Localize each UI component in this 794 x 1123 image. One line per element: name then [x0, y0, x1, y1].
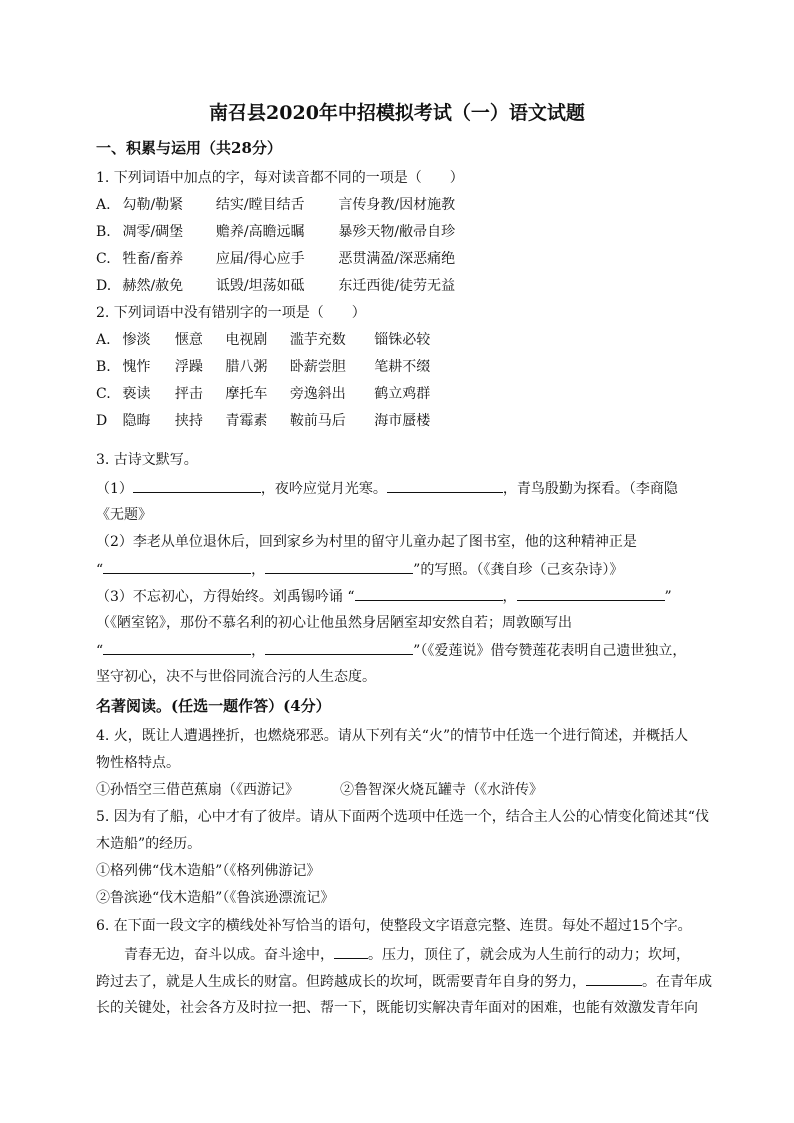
item-number: （1） [96, 481, 133, 497]
page-title: 南召县2020年中招模拟考试（一）语文试题 [209, 102, 585, 124]
prompt-text: （3）不忘初心，方得始终。刘禹锡吟诵 “ [96, 589, 355, 605]
q4-options [96, 780, 543, 800]
option-word: 锱铢必较 [374, 332, 431, 348]
option-word: 勾勒/勒紧 [122, 197, 184, 213]
q6-para-line-1 [124, 944, 690, 965]
option-word: 惬意 [174, 332, 203, 348]
q2-stem: 2. 下列词语中没有错别字的一项是（ ） [96, 305, 366, 321]
q3-line-3 [96, 586, 672, 607]
option-word: 愧怍 [122, 359, 151, 375]
answer-blank [387, 478, 503, 493]
q3-line-3-blanks [96, 640, 686, 661]
q6-para-line-3: 长的关键处，社会各方及时拉一把、帮一下，既能切实解决青年面对的困难，也能有效激发青年向 [96, 1000, 698, 1016]
q3-line-1-source: 《无题》 [96, 507, 152, 523]
option-word: 青霉素 [225, 413, 268, 429]
para-text: 。压力，顶住了，就会成为人生前行的动力；坎坷， [368, 947, 690, 963]
option-word: 赡养/高瞻远瞩 [215, 224, 305, 240]
option-word: 诋毁/坦荡如砥 [215, 278, 305, 294]
option-word: 浮躁 [174, 359, 203, 375]
q5-line-1: 5. 因为有了船，心中才有了彼岸。请从下面两个选项中任选一个，结合主人公的心情变化简述其“伐 [96, 809, 709, 825]
option-label: A. [96, 332, 111, 348]
q5-option-2: ②鲁滨逊“伐木造船”（《鲁滨逊漂流记》 [96, 890, 335, 906]
option-word: 惨淡 [122, 332, 151, 348]
option-label: B. [96, 359, 111, 375]
comma: ， [251, 562, 266, 578]
q1-option-c [96, 249, 455, 269]
q2-option-c [96, 384, 430, 404]
comma: ， [251, 643, 266, 659]
quote-mark: “ [96, 643, 104, 659]
q4-option-1: ①孙悟空三借芭蕉扇（《西游记》 [96, 782, 299, 798]
q3-stem: 3. 古诗文默写。 [96, 452, 198, 468]
section-heading-1: 一、积累与运用（共28分） [96, 139, 282, 157]
q1-option-b [96, 222, 455, 242]
option-word: 鞍前马后 [289, 413, 346, 429]
option-word: 东迁西徙/徒劳无益 [338, 278, 456, 294]
option-label: B. [96, 224, 111, 240]
poem-text: ，夜吟应觉月光寒。 [260, 481, 387, 497]
option-label: D [96, 413, 108, 429]
answer-blank [517, 586, 665, 601]
option-word: 言传身教/因材施教 [338, 197, 456, 213]
option-word: 摩托车 [225, 386, 268, 402]
answer-blank [133, 478, 261, 493]
answer-blank [265, 559, 413, 574]
quote-mark: ” [664, 589, 672, 605]
q2-option-b [96, 357, 430, 377]
option-word: 凋零/碉堡 [122, 224, 184, 240]
q1-option-a [96, 195, 455, 215]
option-word: 牲畜/畜养 [122, 251, 184, 267]
para-text: 青春无边，奋斗以成。奋斗途中， [124, 947, 334, 963]
answer-blank [355, 586, 503, 601]
option-label: C. [96, 386, 111, 402]
q6-para-line-2 [96, 971, 712, 992]
section-heading-2: 名著阅读。(任选一题作答）(4分） [96, 697, 331, 715]
q4-line-2: 物性格特点。 [96, 755, 180, 771]
q4-line-1: 4. 火，既让人遭遇挫折，也燃烧邪恶。请从下列有关“火”的情节中任选一个进行简述，并概括人 [96, 728, 689, 744]
q3-line-3-text: （《陋室铭》，那份不慕名利的初心让他虽然身居陋室却安然自若；周敦颐写出 [96, 615, 572, 631]
answer-blank [586, 971, 642, 986]
answer-blank [103, 559, 251, 574]
q6-stem: 6. 在下面一段文字的横线处补写恰当的语句，使整段文字语意完整、连贯。每处不超过15个字。 [96, 918, 692, 934]
q5-line-2: 木造船”的经历。 [96, 836, 202, 852]
option-word: 旁逸斜出 [289, 386, 346, 402]
option-word: 结实/瞠目结舌 [215, 197, 305, 213]
answer-blank [103, 640, 251, 655]
option-word: 卧薪尝胆 [289, 359, 346, 375]
option-label: C. [96, 251, 111, 267]
para-text: 。在青年成 [642, 974, 712, 990]
q3-line-3-end: 坚守初心，决不与世俗同流合污的人生态度。 [96, 669, 376, 685]
option-word: 笔耕不缀 [374, 359, 431, 375]
source-text: ”的写照。（《龚自珍（己亥杂诗）》 [413, 562, 624, 578]
source-text: ”（《爱莲说》借夸赞莲花表明自己遗世独立， [413, 643, 687, 659]
answer-blank [334, 944, 368, 959]
comma: ， [502, 589, 517, 605]
option-word: 滥芋充数 [289, 332, 346, 348]
option-word: 抨击 [174, 386, 203, 402]
option-word: 鹤立鸡群 [374, 386, 431, 402]
q3-line-2: （2）李老从单位退休后，回到家乡为村里的留守儿童办起了图书室，他的这种精神正是 [96, 534, 637, 550]
q2-option-a [96, 330, 430, 350]
option-label: A. [96, 197, 111, 213]
quote-mark: “ [96, 562, 104, 578]
q2-option-d [96, 411, 430, 431]
option-word: 电视剧 [225, 332, 268, 348]
q1-option-d [96, 276, 455, 296]
option-word: 海市蜃楼 [374, 413, 431, 429]
option-word: 亵读 [122, 386, 151, 402]
option-label: D. [96, 278, 112, 294]
option-word: 应届/得心应手 [215, 251, 305, 267]
q4-option-2: ②鲁智深火烧瓦罐寺（《水浒传》 [340, 782, 543, 798]
option-word: 挟持 [174, 413, 203, 429]
option-word: 腊八粥 [225, 359, 268, 375]
q5-option-1: ①格列佛“伐木造船”（《格列佛游记》 [96, 863, 321, 879]
option-word: 恶贯满盈/深恶痛绝 [338, 251, 456, 267]
q3-line-2-blanks [96, 559, 623, 580]
poem-text: ，青鸟殷勤为探看。（李商隐 [502, 481, 678, 497]
option-word: 赫然/赦免 [122, 278, 184, 294]
option-word: 隐晦 [122, 413, 151, 429]
option-word: 暴殄天物/敝帚自珍 [338, 224, 456, 240]
q1-stem: 1. 下列词语中加点的字，每对读音都不同的一项是（ ） [96, 170, 464, 186]
answer-blank [265, 640, 413, 655]
para-text: 跨过去了，就是人生成长的财富。但跨越成长的坎坷，既需要青年自身的努力， [96, 974, 586, 990]
q3-line-1 [96, 478, 678, 499]
